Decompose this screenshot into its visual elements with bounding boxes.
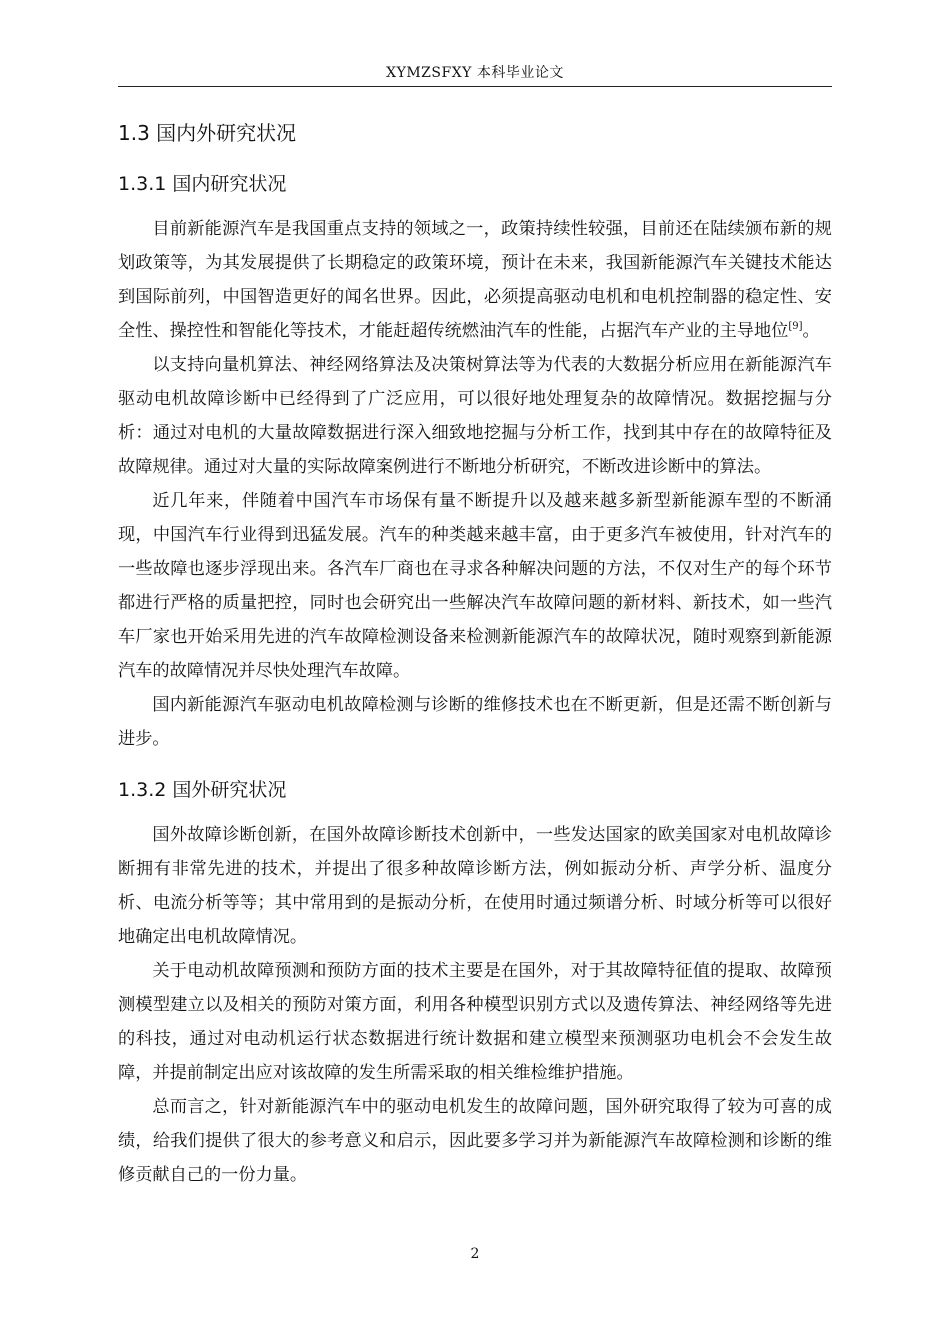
paragraph xyxy=(118,212,832,348)
paragraph-end: 。 xyxy=(802,321,820,341)
page-header-title: XYMZSFXY 本科毕业论文 xyxy=(386,65,564,81)
paragraph: 以支持向量机算法、神经网络算法及决策树算法等为代表的大数据分析应用在新能源汽车驱动电机故障诊断中已经得到了广泛应用，可以很好地处理复杂的故障情况。数据挖掘与分析：通过对电机的大量故障数据进行深入细致地挖掘与分析工作，找到其中存在的故障特征及故障规律。通过对大量的实际故障案例进行不断地分析研究，不断改进诊断中的算法。 xyxy=(118,355,832,477)
paragraph: 总而言之，针对新能源汽车中的驱动电机发生的故障问题，国外研究取得了较为可喜的成绩，给我们提供了很大的参考意义和启示，因此要多学习并为新能源汽车故障检测和诊断的维修贡献自己的一份力量。 xyxy=(118,1097,832,1185)
paragraph: 近几年来，伴随着中国汽车市场保有量不断提升以及越来越多新型新能源车型的不断涌现，中国汽车行业得到迅猛发展。汽车的种类越来越丰富，由于更多汽车被使用，针对汽车的一些故障也逐步浮现出来。各汽车厂商也在寻求各种解决问题的方法，不仅对生产的每个环节都进行严格的质量把控，同时也会研究出一些解决汽车故障问题的新材料、新技术，如一些汽车厂家也开始采用先进的汽车故障检测设备来检测新能源汽车的故障状况，随时观察到新能源汽车的故障情况并尽快处理汽车故障。 xyxy=(118,491,832,681)
subsection-heading-foreign: 1.3.2 国外研究状况 xyxy=(118,779,287,801)
paragraph: 关于电动机故障预测和预防方面的技术主要是在国外，对于其故障特征值的提取、故障预测模型建立以及相关的预防对策方面，利用各种模型识别方式以及遗传算法、神经网络等先进的科技，通过对电动机运行状态数据进行统计数据和建立模型来预测驱功电机会不会发生故障，并提前制定出应对该故障的发生所需采取的相关维检维护措施。 xyxy=(118,961,832,1083)
paragraph: 国内新能源汽车驱动电机故障检测与诊断的维修技术也在不断更新，但是还需不断创新与进步。 xyxy=(118,695,832,749)
citation-ref: [9] xyxy=(788,321,803,332)
header-divider xyxy=(118,86,832,87)
subsection-heading-domestic: 1.3.1 国内研究状况 xyxy=(118,173,287,195)
paragraph-text: 目前新能源汽车是我国重点支持的领域之一，政策持续性较强，目前还在陆续颁布新的规划政策等，为其发展提供了长期稳定的政策环境，预计在未来，我国新能源汽车关键技术能达到国际前列，中国智造更好的闻名世界。因此，必须提高驱动电机和电机控制器的稳定性、安全性、操控性和智能化等技术，才能赶超传统燃油汽车的性能，占据汽车产业的主导地位 xyxy=(118,219,832,341)
page-content xyxy=(118,112,832,1192)
paragraph: 国外故障诊断创新，在国外故障诊断技术创新中，一些发达国家的欧美国家对电机故障诊断拥有非常先进的技术，并提出了很多种故障诊断方法，例如振动分析、声学分析、温度分析、电流分析等等；其中常用到的是振动分析，在使用时通过频谱分析、时域分析等可以很好地确定出电机故障情况。 xyxy=(118,825,832,947)
page-number: 2 xyxy=(470,1246,480,1262)
section-heading: 1.3 国内外研究状况 xyxy=(118,121,297,145)
